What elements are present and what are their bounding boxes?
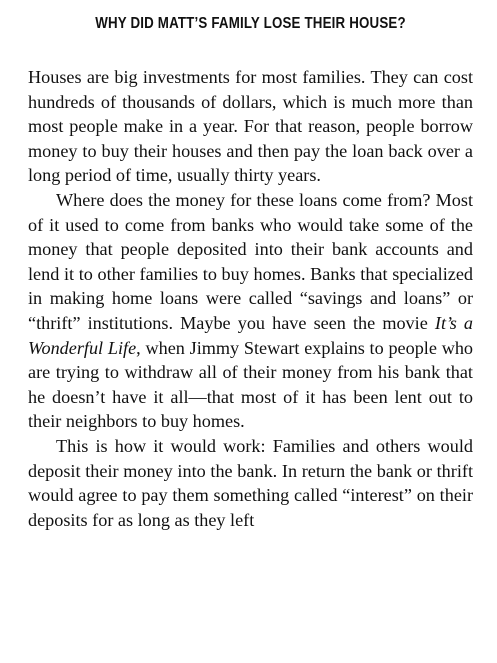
paragraph-2 <box>28 188 473 434</box>
paragraph-2-text-before: Where does the money for these loans come from? Most of it used to come from banks who would take some of the money that people deposited into their bank accounts and lend it to other families to buy homes. Banks that specialized in making home loans were called “savings and loans” or “thrift” institutions. Maybe you have seen the movie <box>28 189 473 333</box>
paragraph-3: This is how it would work: Families and others would deposit their money into the bank. In return the bank or thrift would agree to pay them something called “interest” on their deposits for as long as they left <box>28 435 473 530</box>
chapter-heading: WHY DID MATT’S FAMILY LOSE THEIR HOUSE? <box>95 15 406 32</box>
movie-title: It’s a Wonderful Life <box>28 312 473 358</box>
paragraph-1: Houses are big investments for most families. They can cost hundreds of thousands of dollars, which is much more than most people make in a year. For that reason, people borrow money to buy their houses and then pay the loan back over a long period of time, usually thirty years. <box>28 67 473 186</box>
paragraph-2-text-after: , when Jimmy Stewart explains to people who are trying to withdraw all of their money from his bank that he doesn’t have it all—that most of it has been lent out to their neighbors to buy homes. <box>28 337 474 432</box>
body-text <box>28 65 473 532</box>
